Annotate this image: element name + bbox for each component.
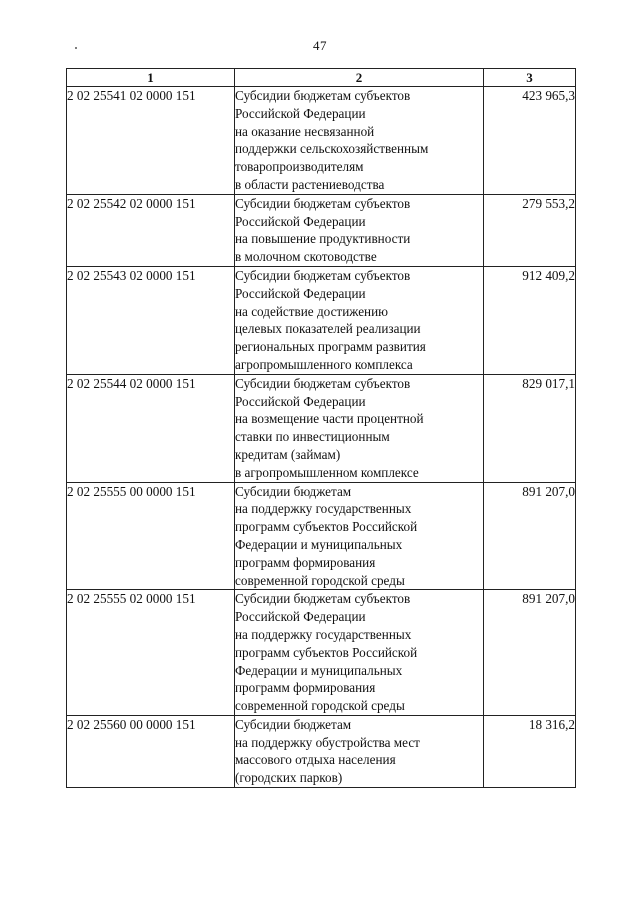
description-line: Российской Федерации [235,393,366,409]
description-line: на содействие достижению [235,303,389,319]
description-line: Субсидии бюджетам субъектов [235,267,411,283]
header-row [67,69,576,87]
description-line: агропромышленного комплекса [235,356,413,372]
table-row [67,194,576,266]
budget-code-cell: 2 02 25555 00 0000 151 [67,482,235,590]
description-line: современной городской среды [235,698,405,714]
budget-table [66,68,576,788]
amount-cell: 423 965,3 [484,87,576,195]
column-header-amount: 3 [484,69,576,87]
description-line: Федерации и муниципальных [235,662,403,678]
amount-cell: 891 207,0 [484,482,576,590]
description-line: кредитам (займам) [235,446,341,462]
description-line: на оказание несвязанной [235,123,375,139]
description-cell [235,194,484,266]
description-line: Российской Федерации [235,105,366,121]
description-line: региональных программ развития [235,339,426,355]
amount-cell: 912 409,2 [484,266,576,374]
description-line: массового отдыха населения [235,752,396,768]
amount-cell: 891 207,0 [484,590,576,716]
description-cell [235,266,484,374]
description-cell [235,590,484,716]
description-cell [235,87,484,195]
description-line: Субсидии бюджетам [235,716,352,732]
description-line: современной городской среды [235,572,405,588]
description-line: на поддержку государственных [235,501,412,517]
description-line: в агропромышленном комплексе [235,464,419,480]
scan-speck [75,47,77,49]
description-line: целевых показателей реализации [235,321,421,337]
description-line: Российской Федерации [235,609,366,625]
description-line: ставки по инвестиционным [235,429,390,445]
budget-code-cell: 2 02 25544 02 0000 151 [67,374,235,482]
description-line: Российской Федерации [235,213,366,229]
description-line: в области растениеводства [235,176,385,192]
description-line: на поддержку государственных [235,626,412,642]
description-line: Субсидии бюджетам субъектов [235,195,411,211]
description-cell [235,482,484,590]
table-body [67,87,576,788]
table-row [67,482,576,590]
amount-cell: 18 316,2 [484,715,576,787]
amount-cell: 279 553,2 [484,194,576,266]
budget-code-cell: 2 02 25560 00 0000 151 [67,715,235,787]
description-line: программ субъектов Российской [235,644,418,660]
description-line: Федерации и муниципальных [235,536,403,552]
table-row [67,374,576,482]
page-number: 47 [313,38,327,53]
description-line: Субсидии бюджетам субъектов [235,591,411,607]
description-line: Субсидии бюджетам субъектов [235,88,411,103]
description-line: программ субъектов Российской [235,519,418,535]
description-cell [235,715,484,787]
table-row [67,715,576,787]
budget-code-cell: 2 02 25541 02 0000 151 [67,87,235,195]
table-row [67,87,576,195]
description-line: на повышение продуктивности [235,231,411,247]
description-line: (городских парков) [235,770,343,786]
description-line: программ формирования [235,554,376,570]
amount-cell: 829 017,1 [484,374,576,482]
budget-code-cell: 2 02 25542 02 0000 151 [67,194,235,266]
description-line: товаропроизводителям [235,159,364,175]
table-row [67,590,576,716]
description-line: Субсидии бюджетам субъектов [235,375,411,391]
description-line: поддержки сельскохозяйственным [235,141,429,157]
description-line: на возмещение части процентной [235,411,424,427]
description-line: Субсидии бюджетам [235,483,352,499]
table-row [67,266,576,374]
budget-code-cell: 2 02 25555 02 0000 151 [67,590,235,716]
description-line: на поддержку обустройства мест [235,734,420,750]
budget-code-cell: 2 02 25543 02 0000 151 [67,266,235,374]
description-line: Российской Федерации [235,285,366,301]
column-header-code: 1 [67,69,235,87]
description-line: программ формирования [235,680,376,696]
description-cell [235,374,484,482]
description-line: в молочном скотоводстве [235,249,377,265]
column-header-description: 2 [235,69,484,87]
